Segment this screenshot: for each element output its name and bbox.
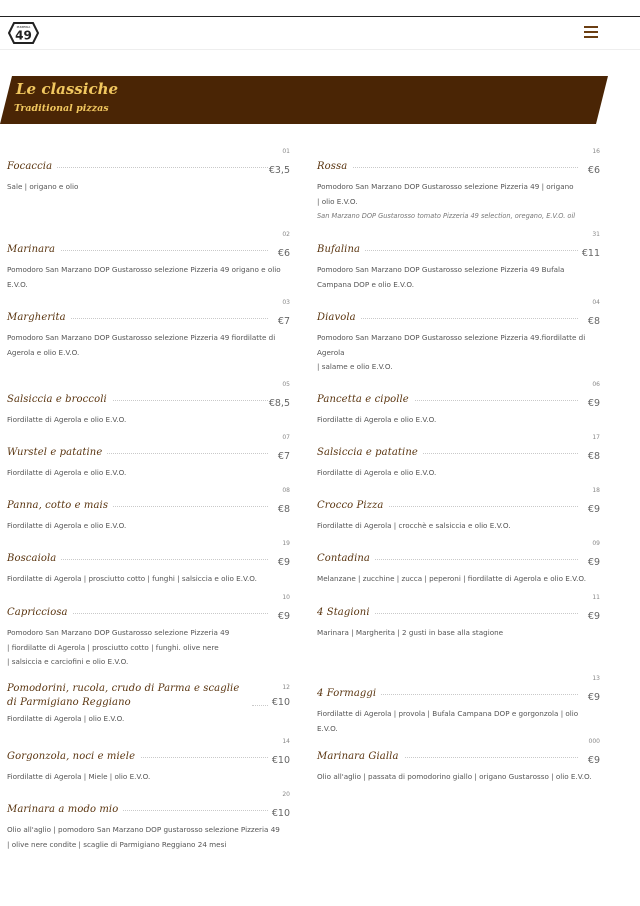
item-price: €9 <box>587 755 600 766</box>
menu-item-salsiccia-patatine[interactable] <box>317 434 600 481</box>
item-name: Pomodorini, rucola, crudo di Parma e scaglie di Parmigiano Reggiano <box>7 682 247 710</box>
menu-item-pomodorini-rucola-crudo[interactable] <box>7 672 290 727</box>
item-price: €9 <box>277 557 290 568</box>
menu-item-4-stagioni[interactable] <box>317 594 600 641</box>
menu-item-focaccia[interactable] <box>7 148 290 195</box>
item-description-line: | salame e olio E.V.O. <box>317 362 393 371</box>
item-name: 4 Stagioni <box>317 607 375 618</box>
item-number: 12 <box>282 684 290 691</box>
item-name: Marinara a modo mio <box>7 804 123 815</box>
item-name: Marinara <box>7 244 60 255</box>
item-name: Diavola <box>317 312 361 323</box>
item-description: Fiordilatte di Agerola e olio E.V.O. <box>317 468 437 477</box>
item-number: 06 <box>592 381 600 388</box>
item-price: €10 <box>271 808 290 819</box>
item-number: 03 <box>282 299 290 306</box>
item-name: Rossa <box>317 161 352 172</box>
menu-item-4-formaggi[interactable] <box>317 675 600 736</box>
menu-item-marinara[interactable] <box>7 231 290 292</box>
item-number: 17 <box>592 434 600 441</box>
item-description: Fiordilatte di Agerola e olio E.V.O. <box>7 521 127 530</box>
item-name: Salsiccia e patatine <box>317 447 423 458</box>
item-number: 16 <box>592 148 600 155</box>
item-number: 11 <box>592 594 600 601</box>
item-description-line: Pomodoro San Marzano DOP Gustarosso selezione Pizzeria 49.fiordilatte di Agerola <box>317 333 586 357</box>
item-name: Contadina <box>317 553 375 564</box>
item-description <box>7 823 290 852</box>
menu-item-salsiccia-broccoli[interactable] <box>7 381 290 428</box>
item-description: Fiordilatte di Agerola | prosciutto cotto | funghi | salsiccia e olio E.V.O. <box>7 574 257 583</box>
item-name: Panna, cotto e mais <box>7 500 113 511</box>
menu-item-gorgonzola-noci-miele[interactable] <box>7 738 290 785</box>
item-description-english: San Marzano DOP Gustarosso tomato Pizzeria 49 selection, oregano, E.V.O. oil <box>317 212 576 220</box>
item-description: Olio all'aglio | passata di pomodorino giallo | origano Gustarosso | olio E.V.O. <box>317 772 592 781</box>
item-description: Fiordilatte di Agerola | olio E.V.O. <box>7 714 125 723</box>
menu-item-panna-cotto-mais[interactable] <box>7 487 290 534</box>
item-description-line: | olive nere condite | scaglie di Parmigiano Reggiano 24 mesi <box>7 839 227 849</box>
item-name: Crocco Pizza <box>317 500 388 511</box>
item-number: 14 <box>282 738 290 745</box>
item-description-line: Pomodoro San Marzano DOP Gustarosso selezione Pizzeria 49 | origano <box>317 182 574 191</box>
logo-number: 49 <box>15 28 32 43</box>
item-description-line: Pomodoro San Marzano DOP Gustarosso selezione Pizzeria 49 <box>7 628 230 637</box>
item-price: €11 <box>581 248 600 259</box>
item-name: Salsiccia e broccoli <box>7 394 112 405</box>
item-description-line: | fiordilatte di Agerola | prosciutto cotto | funghi. olive nere <box>7 642 219 652</box>
item-name: Boscaiola <box>7 553 61 564</box>
item-number: 13 <box>592 675 600 682</box>
item-price: €9 <box>587 692 600 703</box>
item-description: Pomodoro San Marzano DOP Gustarosso selezione Pizzeria 49 fiordilatte di Agerola e olio E.V.O. <box>7 333 276 357</box>
item-number: 09 <box>592 540 600 547</box>
menu-item-pancetta-cipolle[interactable] <box>317 381 600 428</box>
item-price: €9 <box>587 504 600 515</box>
menu-item-rossa[interactable] <box>317 148 600 223</box>
item-description-line: Olio all'aglio | pomodoro San Marzano DOP gustarosso selezione Pizzeria 49 <box>7 825 280 834</box>
item-description: Melanzane | zucchine | zucca | peperoni | fiordilatte di Agerola e olio E.V.O. <box>317 574 587 583</box>
menu-item-margherita[interactable] <box>7 299 290 360</box>
item-description: Marinara | Margherita | 2 gusti in base alla stagione <box>317 628 504 637</box>
section-subtitle: Traditional pizzas <box>14 103 109 114</box>
menu-item-diavola[interactable] <box>317 299 600 375</box>
item-description: Sale | origano e olio <box>7 182 79 191</box>
item-description: Fiordilatte di Agerola e olio E.V.O. <box>7 415 127 424</box>
item-name: Capricciosa <box>7 607 73 618</box>
menu-item-crocco-pizza[interactable] <box>317 487 600 534</box>
item-price: €7 <box>277 451 290 462</box>
item-description-line: | salsiccia e carciofini e olio E.V.O. <box>7 657 129 666</box>
item-price: €10 <box>271 755 290 766</box>
menu-item-marinara-gialla[interactable] <box>317 738 600 785</box>
item-price: €6 <box>587 165 600 176</box>
menu-item-marinara-a-modo-mio[interactable] <box>7 791 290 852</box>
menu-item-contadina[interactable] <box>317 540 600 587</box>
item-number: 05 <box>282 381 290 388</box>
item-name: Gorgonzola, noci e miele <box>7 751 140 762</box>
item-number: 19 <box>282 540 290 547</box>
menu-item-capricciosa[interactable] <box>7 594 290 670</box>
item-price: €3,5 <box>268 165 290 176</box>
item-price: €9 <box>587 611 600 622</box>
item-price: €10 <box>271 697 290 708</box>
logo-small-text: PIZZERIA <box>16 25 31 29</box>
item-price: €9 <box>587 398 600 409</box>
item-price: €8 <box>277 504 290 515</box>
item-description: Fiordilatte di Agerola e olio E.V.O. <box>317 415 437 424</box>
item-number: 07 <box>282 434 290 441</box>
item-description: Pomodoro San Marzano DOP Gustarosso selezione Pizzeria 49 origano e olio E.V.O. <box>7 265 281 289</box>
item-number: 10 <box>282 594 290 601</box>
item-number: 20 <box>282 791 290 798</box>
item-description-line: | olio E.V.O. <box>317 196 358 206</box>
item-name: Marinara Gialla <box>317 751 404 762</box>
item-description <box>317 180 600 223</box>
item-number: 31 <box>592 231 600 238</box>
item-price: €9 <box>277 611 290 622</box>
item-price: €9 <box>587 557 600 568</box>
item-description: Pomodoro San Marzano DOP Gustarosso selezione Pizzeria 49 Bufala Campana DOP e olio E.V.O. <box>317 265 565 289</box>
item-name: Bufalina <box>317 244 365 255</box>
item-name: Wurstel e patatine <box>7 447 107 458</box>
item-description: Fiordilatte di Agerola | crocchè e salsiccia e olio E.V.O. <box>317 521 511 530</box>
menu-item-wurstel-patatine[interactable] <box>7 434 290 481</box>
item-number: 01 <box>282 148 290 155</box>
navbar <box>0 17 640 50</box>
menu-item-boscaiola[interactable] <box>7 540 290 587</box>
item-description: Fiordilatte di Agerola | provola | Bufala Campana DOP e gorgonzola | olio E.V.O. <box>317 709 579 733</box>
item-name: Margherita <box>7 312 71 323</box>
item-description: Fiordilatte di Agerola | Miele | olio E.V.O. <box>7 772 151 781</box>
item-name: 4 Formaggi <box>317 688 381 699</box>
item-price: €6 <box>277 248 290 259</box>
item-number: 08 <box>282 487 290 494</box>
item-description: Fiordilatte di Agerola e olio E.V.O. <box>7 468 127 477</box>
item-price: €8 <box>587 316 600 327</box>
item-price: €8 <box>587 451 600 462</box>
item-number: 04 <box>592 299 600 306</box>
menu-item-bufalina[interactable] <box>317 231 600 292</box>
hamburger-menu-icon[interactable] <box>584 26 598 38</box>
item-name: Focaccia <box>7 161 57 172</box>
item-description <box>7 626 290 670</box>
item-number: 000 <box>588 738 600 745</box>
section-title: Le classiche <box>16 80 119 98</box>
item-number: 18 <box>592 487 600 494</box>
item-price: €8,5 <box>268 398 290 409</box>
item-price: €7 <box>277 316 290 327</box>
item-name: Pancetta e cipolle <box>317 394 414 405</box>
item-number: 02 <box>282 231 290 238</box>
item-description <box>317 331 600 375</box>
pizzeria-49-logo[interactable] <box>8 22 39 44</box>
